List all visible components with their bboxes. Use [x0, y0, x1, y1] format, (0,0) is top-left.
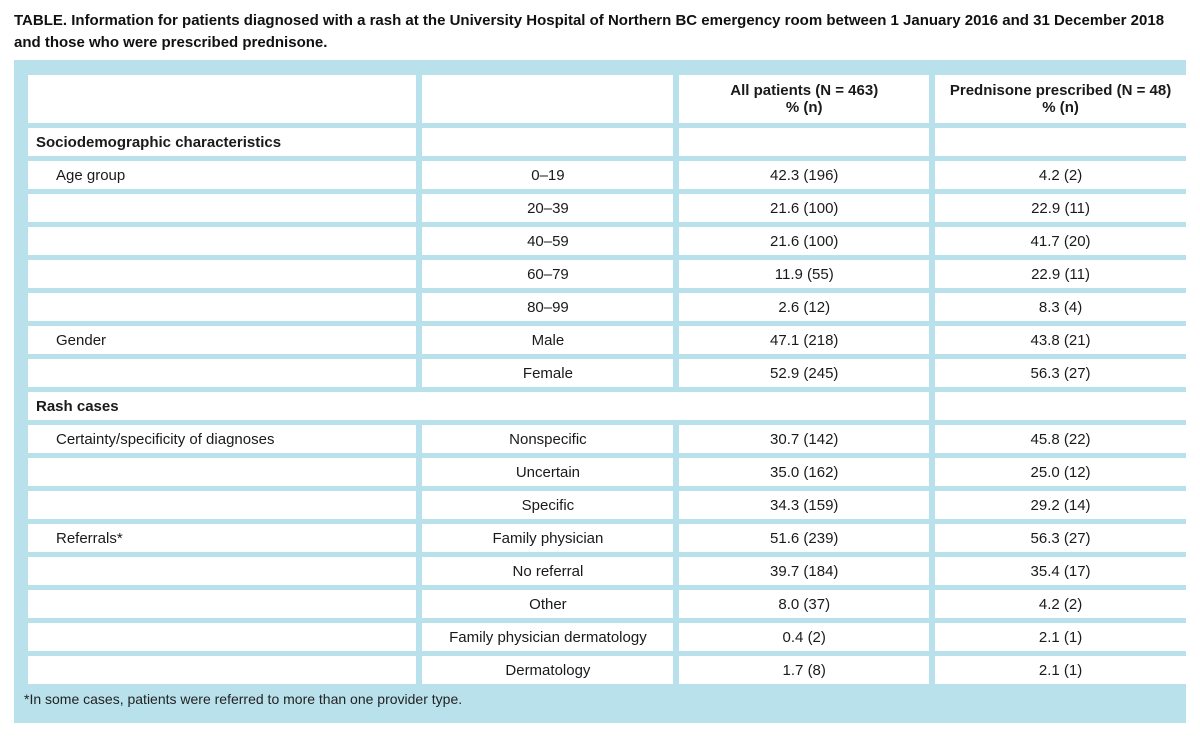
empty-cell: [935, 392, 1186, 420]
section-title: Rash cases: [28, 392, 929, 420]
empty-cell: [28, 557, 416, 585]
prednisone-cell: 2.1 (1): [935, 623, 1186, 651]
prednisone-cell: 41.7 (20): [935, 227, 1186, 255]
prednisone-cell: 45.8 (22): [935, 425, 1186, 453]
all-patients-cell: 30.7 (142): [679, 425, 929, 453]
category-cell: 80–99: [422, 293, 673, 321]
group-label: Age group: [28, 161, 416, 189]
header-all-patients: [679, 75, 929, 123]
category-cell: Dermatology: [422, 656, 673, 684]
all-patients-cell: 47.1 (218): [679, 326, 929, 354]
header-prednisone-line2: % (n): [1042, 99, 1079, 116]
prednisone-cell: 35.4 (17): [935, 557, 1186, 585]
table-row: [28, 194, 1186, 222]
header-prednisone-line1: Prednisone prescribed (N = 48): [949, 82, 1172, 99]
prednisone-cell: 4.2 (2): [935, 590, 1186, 618]
all-patients-cell: 42.3 (196): [679, 161, 929, 189]
all-patients-cell: 21.6 (100): [679, 194, 929, 222]
header-cell-empty-2: [422, 75, 673, 123]
category-cell: Family physician: [422, 524, 673, 552]
category-cell: Other: [422, 590, 673, 618]
category-cell: Nonspecific: [422, 425, 673, 453]
category-cell: 20–39: [422, 194, 673, 222]
table-row: [28, 227, 1186, 255]
all-patients-cell: 52.9 (245): [679, 359, 929, 387]
table-row: [28, 359, 1186, 387]
caption-text: Information for patients diagnosed with a rash at the University Hospital of Northern BC emergency room between 1 January 2016 and 31 December 2018 and those who were prescribed prednisone.: [14, 12, 1165, 51]
table-row: [28, 293, 1186, 321]
table-footnote: *In some cases, patients were referred to more than one provider type.: [24, 691, 463, 707]
table-row: [28, 458, 1186, 486]
empty-cell: [28, 227, 416, 255]
prednisone-cell: 8.3 (4): [935, 293, 1186, 321]
table-row: [28, 326, 1186, 354]
prednisone-cell: 4.2 (2): [935, 161, 1186, 189]
header-all-patients-line2: % (n): [785, 99, 823, 116]
all-patients-cell: 51.6 (239): [679, 524, 929, 552]
prednisone-cell: 29.2 (14): [935, 491, 1186, 519]
empty-cell: [28, 491, 416, 519]
empty-cell: [28, 623, 416, 651]
table-row: [28, 425, 1186, 453]
all-patients-cell: 39.7 (184): [679, 557, 929, 585]
group-label: Certainty/specificity of diagnoses: [28, 425, 416, 453]
table-caption: [14, 10, 1186, 54]
all-patients-cell: 21.6 (100): [679, 227, 929, 255]
empty-cell: [28, 656, 416, 684]
category-cell: Female: [422, 359, 673, 387]
table-row: [28, 161, 1186, 189]
prednisone-cell: 25.0 (12): [935, 458, 1186, 486]
all-patients-cell: 8.0 (37): [679, 590, 929, 618]
data-table: [22, 70, 1192, 689]
header-all-patients-line1: All patients (N = 463): [730, 82, 879, 99]
prednisone-cell: 22.9 (11): [935, 260, 1186, 288]
table-row: [28, 524, 1186, 552]
prednisone-cell: 2.1 (1): [935, 656, 1186, 684]
prednisone-cell: 56.3 (27): [935, 359, 1186, 387]
header-row: [28, 75, 1186, 123]
table-row: [28, 557, 1186, 585]
section-row-sociodemographic: [28, 128, 1186, 156]
category-cell: 60–79: [422, 260, 673, 288]
header-cell-empty-1: [28, 75, 416, 123]
empty-cell: [935, 128, 1186, 156]
table-panel: [14, 60, 1186, 723]
all-patients-cell: 34.3 (159): [679, 491, 929, 519]
empty-cell: [28, 458, 416, 486]
group-label: Referrals*: [28, 524, 416, 552]
header-prednisone: [935, 75, 1186, 123]
caption-label: TABLE.: [14, 12, 68, 29]
prednisone-cell: 56.3 (27): [935, 524, 1186, 552]
empty-cell: [28, 194, 416, 222]
table-row: [28, 260, 1186, 288]
empty-cell: [28, 260, 416, 288]
all-patients-cell: 11.9 (55): [679, 260, 929, 288]
empty-cell: [28, 359, 416, 387]
category-cell: Male: [422, 326, 673, 354]
prednisone-cell: 43.8 (21): [935, 326, 1186, 354]
category-cell: Uncertain: [422, 458, 673, 486]
category-cell: No referral: [422, 557, 673, 585]
empty-cell: [679, 128, 929, 156]
empty-cell: [422, 128, 673, 156]
all-patients-cell: 35.0 (162): [679, 458, 929, 486]
group-label: Gender: [28, 326, 416, 354]
section-row-rash-cases: [28, 392, 1186, 420]
table-row: [28, 491, 1186, 519]
prednisone-cell: 22.9 (11): [935, 194, 1186, 222]
all-patients-cell: 0.4 (2): [679, 623, 929, 651]
all-patients-cell: 1.7 (8): [679, 656, 929, 684]
category-cell: 40–59: [422, 227, 673, 255]
all-patients-cell: 2.6 (12): [679, 293, 929, 321]
empty-cell: [28, 590, 416, 618]
category-cell: Specific: [422, 491, 673, 519]
empty-cell: [28, 293, 416, 321]
category-cell: 0–19: [422, 161, 673, 189]
table-row: [28, 656, 1186, 684]
table-row: [28, 623, 1186, 651]
table-row: [28, 590, 1186, 618]
section-title: Sociodemographic characteristics: [28, 128, 416, 156]
category-cell: Family physician dermatology: [422, 623, 673, 651]
